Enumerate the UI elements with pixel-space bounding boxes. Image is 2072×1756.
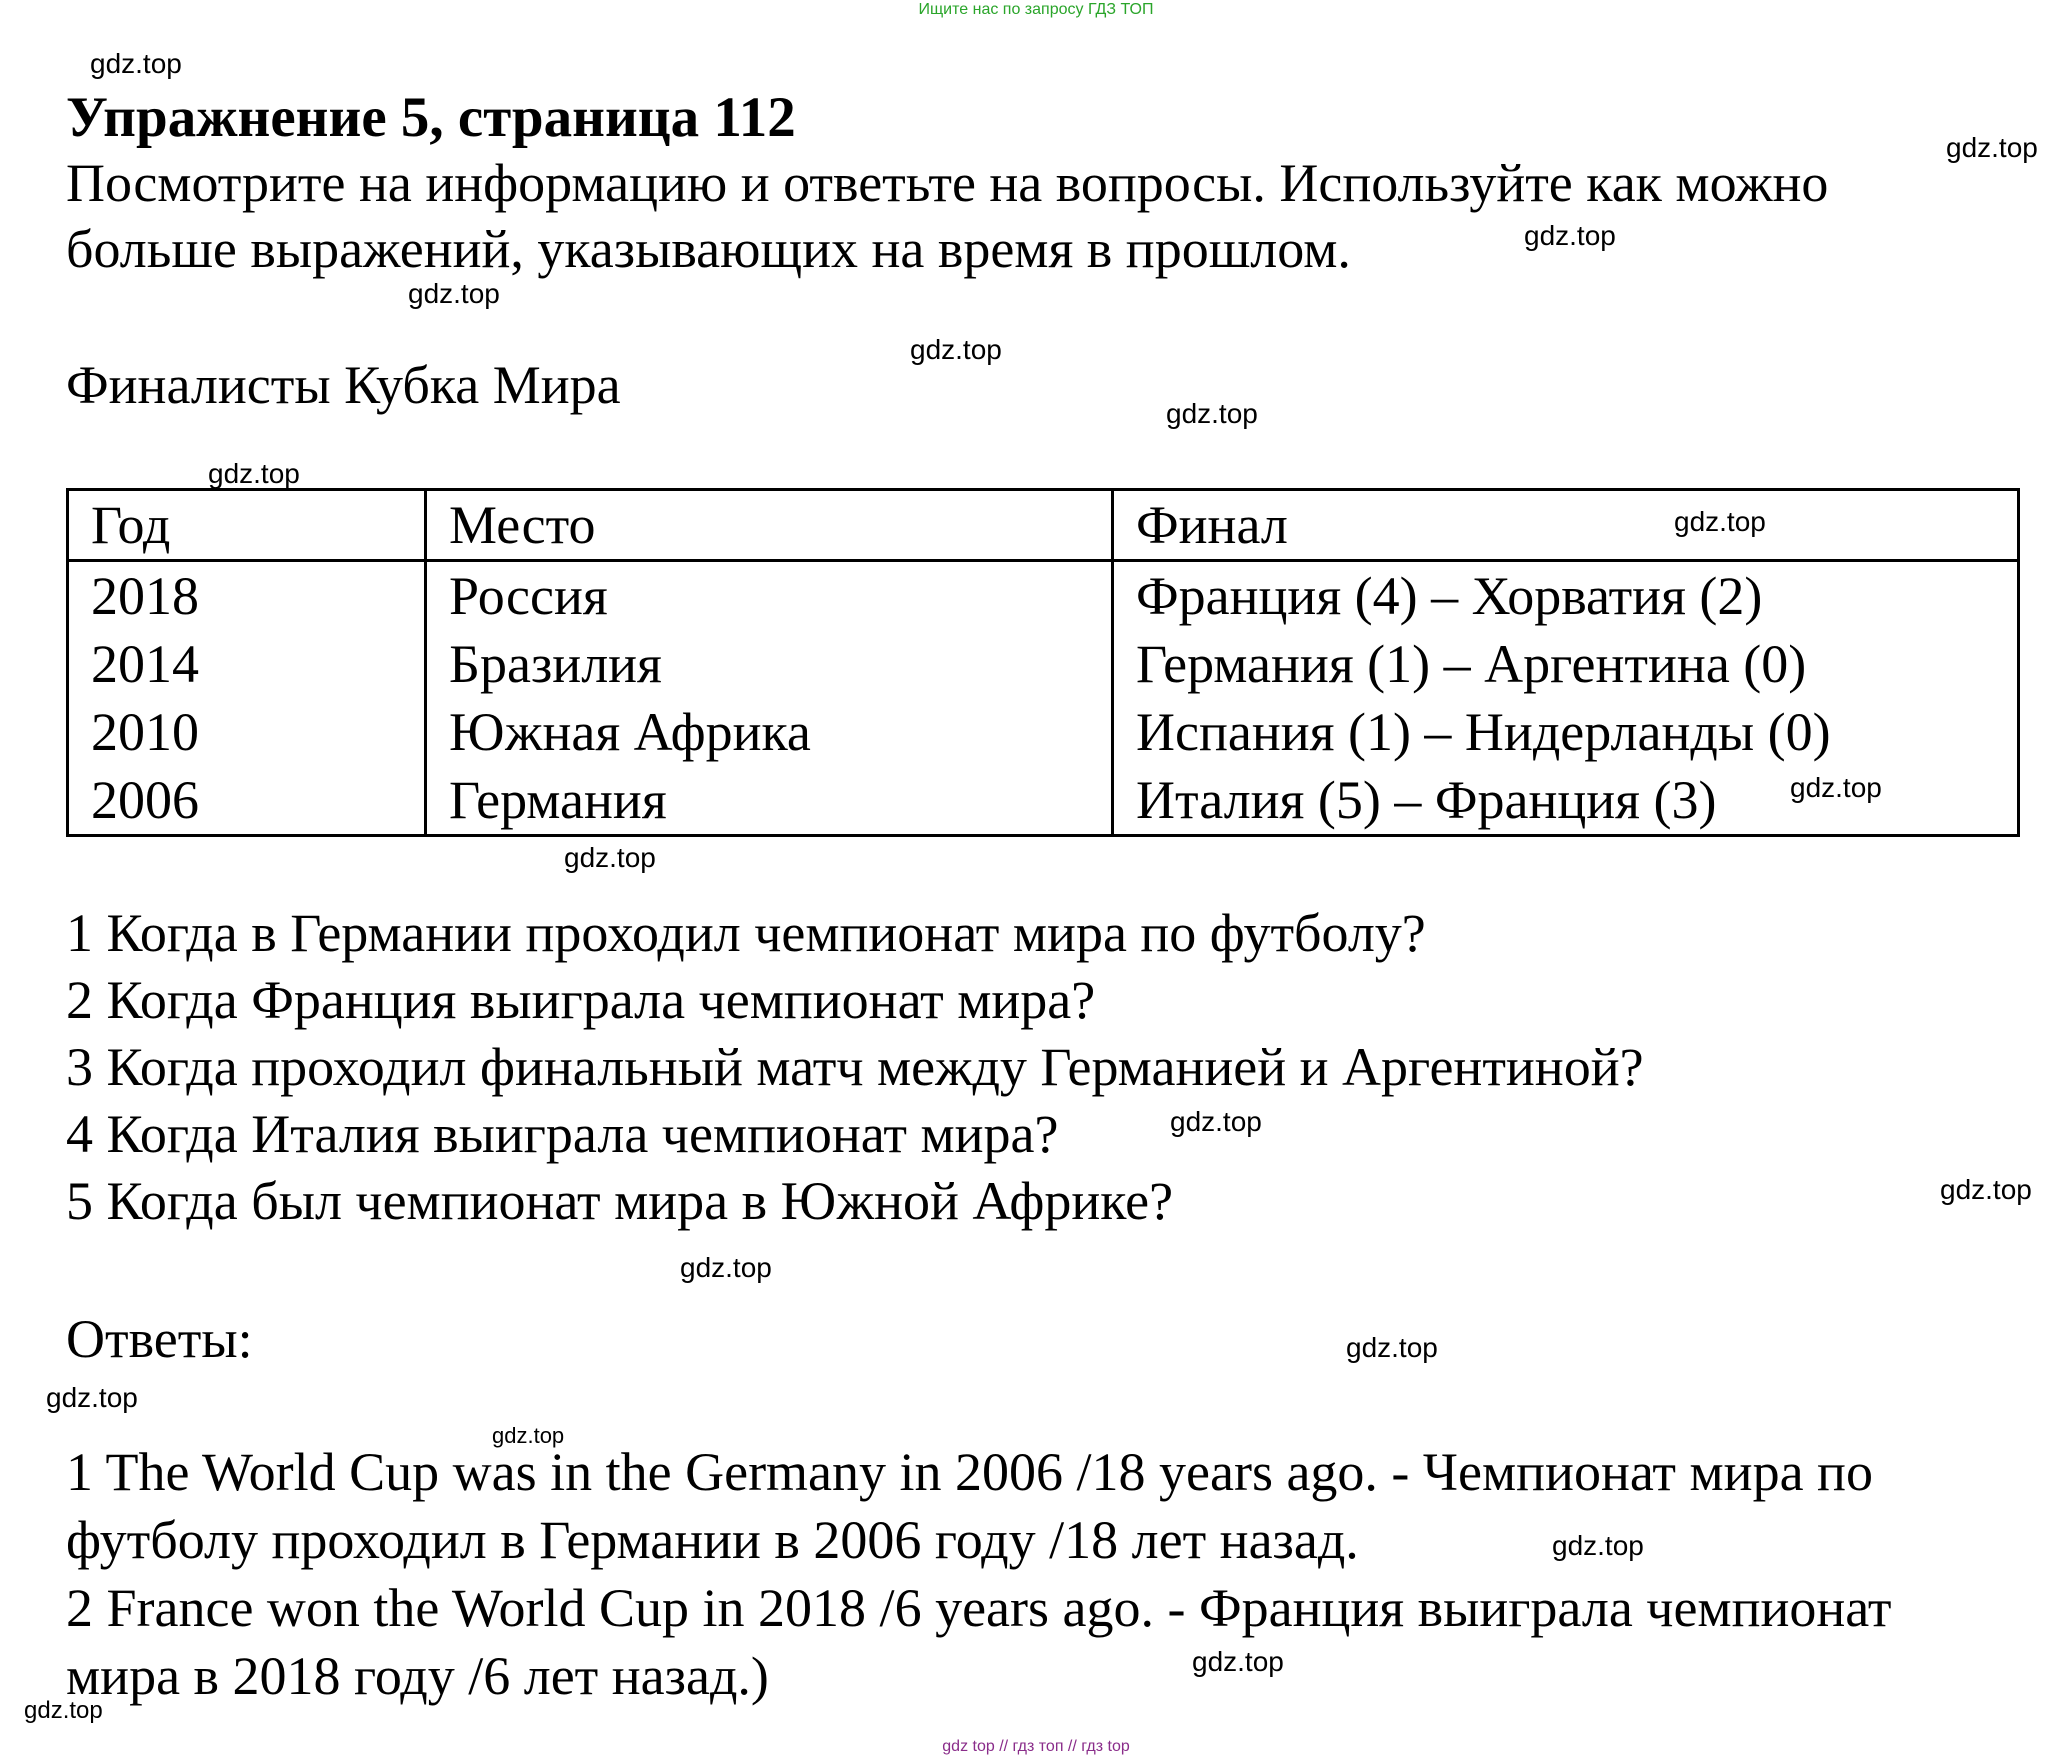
- watermark: gdz.top: [408, 278, 500, 309]
- question-3: 3 Когда проходил финальный матч между Германией и Аргентиной?: [66, 1037, 1644, 1097]
- top-banner: Ищите нас по запросу ГДЗ ТОП: [918, 1, 1154, 18]
- cell-place: Южная Африка: [426, 698, 1113, 766]
- question-2: 2 Когда Франция выиграла чемпионат мира?: [66, 970, 1096, 1030]
- cell-place: Бразилия: [426, 630, 1113, 698]
- watermark: gdz.top: [1166, 398, 1258, 429]
- watermark: gdz.top: [564, 842, 656, 873]
- instruction-line-2: больше выражений, указывающих на время в прошлом.: [66, 219, 1351, 279]
- answers: [66, 1438, 2020, 1710]
- watermark: gdz.top: [1552, 1530, 1644, 1561]
- watermark: gdz.top: [1346, 1332, 1438, 1363]
- table-row: [68, 766, 2019, 836]
- cell-year: 2010: [68, 698, 426, 766]
- watermark: gdz.top: [1524, 220, 1616, 251]
- watermark: gdz.top: [1790, 772, 1882, 803]
- answer-1-line-2: футболу проходил в Германии в 2006 году /18 лет назад.: [66, 1510, 1359, 1570]
- watermark: gdz.top: [90, 48, 182, 79]
- answer-1-line-1: 1 The World Cup was in the Germany in 2006 /18 years ago. - Чемпионат мира по: [66, 1442, 1873, 1502]
- watermark: gdz.top: [1940, 1174, 2032, 1205]
- cell-final: Франция (4) – Хорватия (2): [1113, 561, 2019, 631]
- cell-year: 2006: [68, 766, 426, 836]
- instruction: [66, 150, 2020, 282]
- table-row: [68, 698, 2019, 766]
- answers-label: Ответы:: [66, 1309, 253, 1369]
- instruction-line-1: Посмотрите на информацию и ответьте на вопросы. Используйте как можно: [66, 153, 1829, 213]
- watermark: gdz.top: [1674, 506, 1766, 537]
- cell-year: 2014: [68, 630, 426, 698]
- watermark: gdz.top: [1170, 1106, 1262, 1137]
- question-4: 4 Когда Италия выиграла чемпионат мира?: [66, 1104, 1059, 1164]
- watermark: gdz.top: [1192, 1646, 1284, 1677]
- header-final: Финал: [1113, 490, 2019, 561]
- watermark: gdz.top: [46, 1382, 138, 1413]
- watermark: gdz.top: [910, 334, 1002, 365]
- answer-2-line-2: мира в 2018 году /6 лет назад.): [66, 1646, 769, 1706]
- watermark: gdz.top: [1946, 132, 2038, 163]
- cell-final: Испания (1) – Нидерланды (0): [1113, 698, 2019, 766]
- watermark: gdz.top: [680, 1252, 772, 1283]
- finalists-table: [66, 488, 2020, 837]
- cell-final: Италия (5) – Франция (3): [1113, 766, 2019, 836]
- table-row: [68, 630, 2019, 698]
- cell-place: Германия: [426, 766, 1113, 836]
- bottom-banner: gdz top // гдз топ // гдз top: [942, 1738, 1130, 1755]
- questions-list: [66, 900, 1644, 1235]
- header-year: Год: [68, 490, 426, 561]
- watermark: gdz.top: [492, 1423, 565, 1448]
- page-title: Упражнение 5, страница 112: [66, 86, 796, 149]
- header-place: Место: [426, 490, 1113, 561]
- watermark: gdz.top: [24, 1697, 103, 1724]
- table-title: Финалисты Кубка Мира: [66, 355, 621, 415]
- cell-place: Россия: [426, 561, 1113, 631]
- cell-year: 2018: [68, 561, 426, 631]
- cell-final: Германия (1) – Аргентина (0): [1113, 630, 2019, 698]
- watermark: gdz.top: [208, 458, 300, 489]
- question-1: 1 Когда в Германии проходил чемпионат мира по футболу?: [66, 903, 1426, 963]
- table-row: [68, 561, 2019, 631]
- answer-2-line-1: 2 France won the World Cup in 2018 /6 years ago. - Франция выиграла чемпионат: [66, 1578, 1892, 1638]
- question-5: 5 Когда был чемпионат мира в Южной Африке?: [66, 1171, 1174, 1231]
